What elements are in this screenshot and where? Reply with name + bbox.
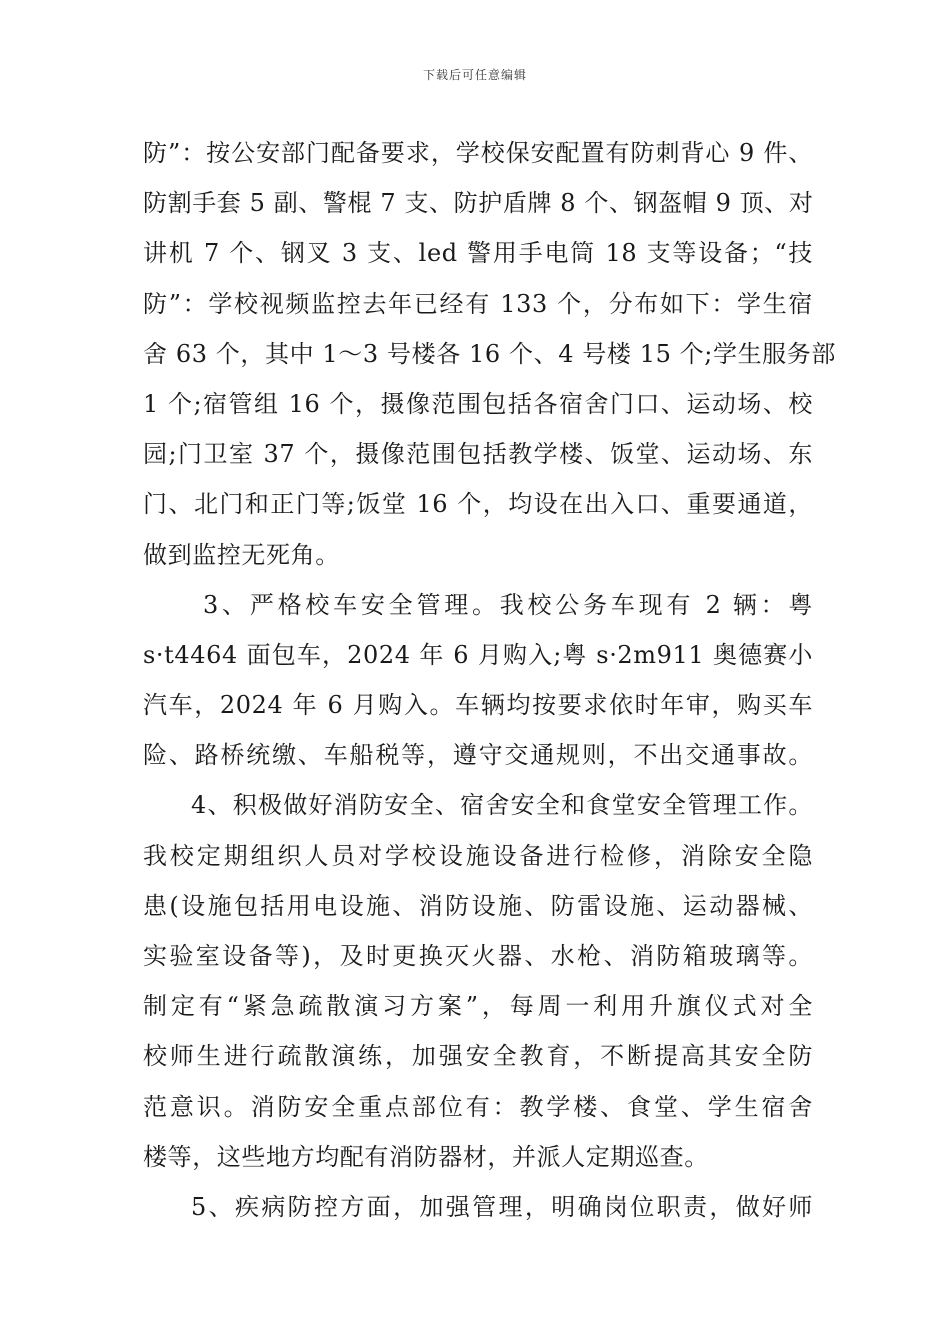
text-line: 舍 63 个，其中 1～3 号楼各 16 个、4 号楼 15 个;学生服务部 bbox=[143, 339, 836, 368]
text-line: 校师生进行疏散演练，加强安全教育，不断提高其安全防 bbox=[143, 1042, 813, 1071]
text-line: 门、北门和正门等;饭堂 16 个，均设在出入口、重要通道， bbox=[143, 490, 813, 519]
text-line: 防”：按公安部门配备要求，学校保安配置有防刺背心 9 件、 bbox=[143, 139, 813, 167]
paragraph-start-line: 5、疾病防控方面，加强管理，明确岗位职责，做好师 bbox=[191, 1192, 813, 1221]
text-line: 园;门卫室 37 个，摄像范围包括教学楼、饭堂、运动场、东 bbox=[143, 440, 813, 469]
text-line: 制定有“紧急疏散演习方案”，每周一利用升旗仪式对全 bbox=[143, 992, 813, 1021]
text-line: 1 个;宿管组 16 个，摄像范围包括各宿舍门口、运动场、校 bbox=[143, 389, 813, 418]
page-header: 下载后可任意编辑 bbox=[422, 68, 527, 82]
paragraph-start-line: 4、积极做好消防安全、宿舍安全和食堂安全管理工作。 bbox=[191, 791, 813, 820]
text-line: 防割手套 5 副、警棍 7 支、防护盾牌 8 个、钢盔帽 9 顶、对 bbox=[143, 189, 814, 218]
text-line: 险、路桥统缴、车船税等，遵守交通规则，不出交通事故。 bbox=[143, 741, 813, 770]
paragraph-start-line: 3、严格校车安全管理。我校公务车现有 2 辆：粤 bbox=[203, 590, 813, 619]
text-line: 讲机 7 个、钢叉 3 支、led 警用手电筒 18 支等设备；“技 bbox=[143, 239, 813, 268]
text-line: 楼等，这些地方均配有消防器材，并派人定期巡查。 bbox=[143, 1142, 709, 1171]
text-line: 汽车，2024 年 6 月购入。车辆均按要求依时年审，购买车 bbox=[143, 691, 813, 720]
text-line: 防”：学校视频监控去年已经有 133 个，分布如下：学生宿 bbox=[143, 289, 813, 318]
text-line: 我校定期组织人员对学校设施设备进行检修，消除安全隐 bbox=[143, 841, 813, 870]
document-body bbox=[143, 128, 836, 1232]
text-line: 患(设施包括用电设施、消防设施、防雷设施、运动器械、 bbox=[143, 891, 813, 920]
text-line: 范意识。消防安全重点部位有：教学楼、食堂、学生宿舍 bbox=[143, 1092, 813, 1121]
text-line: 做到监控无死角。 bbox=[143, 540, 340, 569]
text-line: 实验室设备等)，及时更换灭火器、水枪、消防箱玻璃等。 bbox=[143, 942, 813, 970]
text-line: s·t4464 面包车，2024 年 6 月购入;粤 s·2m911 奥德赛小 bbox=[143, 640, 813, 669]
